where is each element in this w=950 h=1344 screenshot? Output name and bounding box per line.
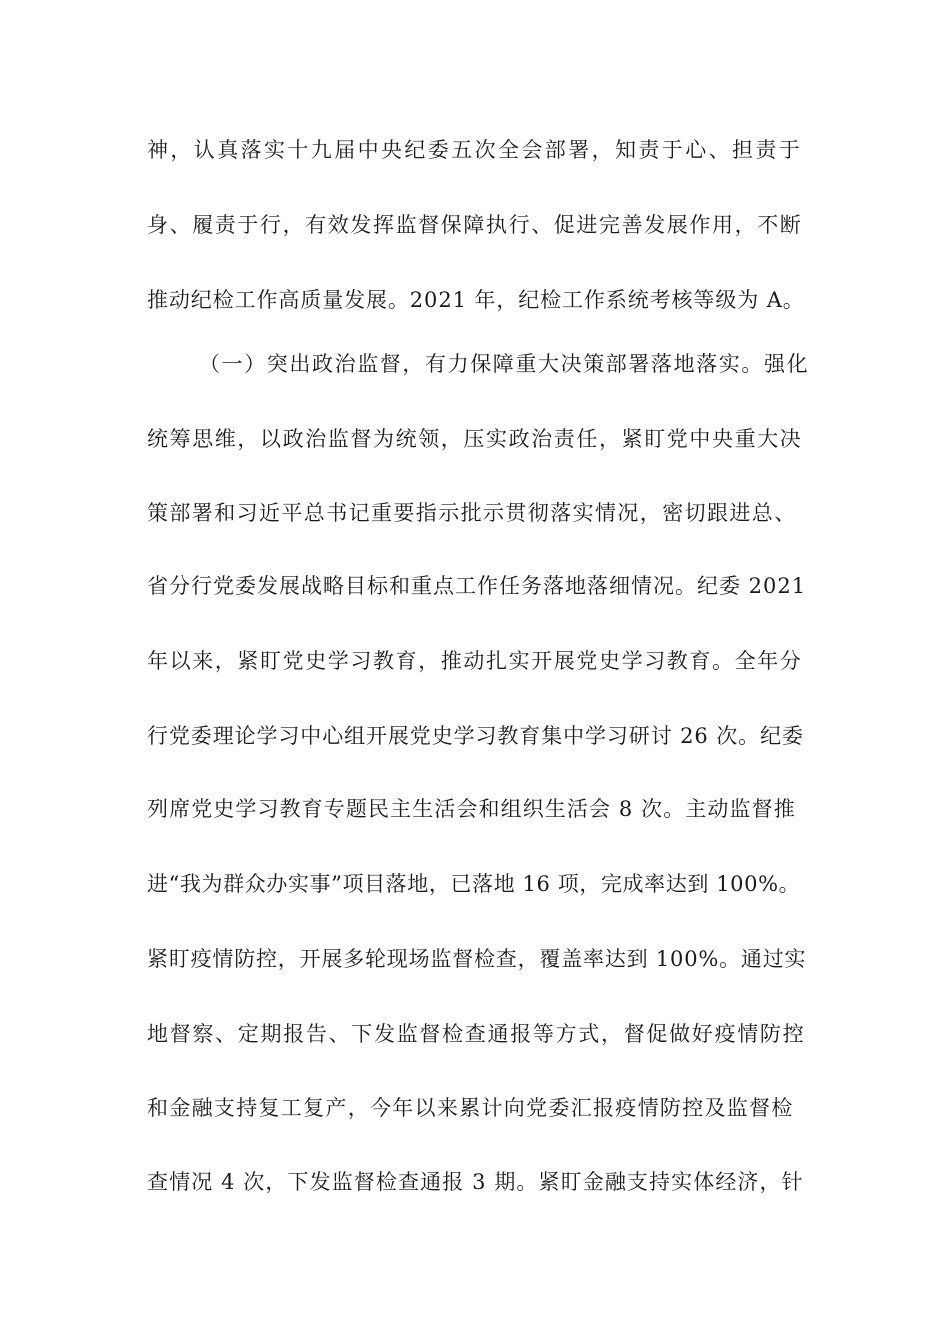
paragraph-line: 年以来，紧盯党史学习教育，推动扎实开展党史学习教育。全年分 — [147, 649, 803, 673]
paragraph-line: 列席党史学习教育专题民主生活会和组织生活会 8 次。主动监督推 — [147, 797, 796, 821]
paragraph-line: 推动纪检工作高质量发展。2021 年，纪检工作系统考核等级为 A。 — [147, 288, 805, 312]
paragraph-line: 省分行党委发展战略目标和重点工作任务落地落细情况。纪委 2021 — [147, 574, 807, 598]
paragraph-line: 查情况 4 次，下发监督检查通报 3 期。紧盯金融支持实体经济，针 — [147, 1170, 804, 1194]
paragraph-line: 神，认真落实十九届中央纪委五次全会部署，知责于心、担责于 — [147, 138, 803, 162]
section-heading-line: （一）突出政治监督，有力保障重大决策部署落地落实。强化 — [199, 352, 810, 376]
paragraph-line: 地督察、定期报告、下发监督检查通报等方式，督促做好疫情防控 — [147, 1022, 806, 1046]
paragraph-line: 紧盯疫情防控，开展多轮现场监督检查，覆盖率达到 100%。通过实 — [147, 947, 807, 971]
paragraph-line: 行党委理论学习中心组开展党史学习教育集中学习研讨 26 次。纪委 — [147, 724, 804, 748]
paragraph-line: 策部署和习近平总书记重要指示批示贯彻落实情况，密切跟进总、 — [147, 501, 797, 525]
paragraph-line: 和金融支持复工复产，今年以来累计向党委汇报疫情防控及监督检 — [147, 1096, 794, 1120]
paragraph-line: 统筹思维，以政治监督为统领，压实政治责任，紧盯党中央重大决 — [147, 427, 803, 451]
paragraph-line: 身、履责于行，有效发挥监督保障执行、促进完善发展作用，不断 — [147, 213, 803, 237]
paragraph-line: 进“我为群众办实事”项目落地，已落地 16 项，完成率达到 100%。 — [147, 872, 801, 896]
